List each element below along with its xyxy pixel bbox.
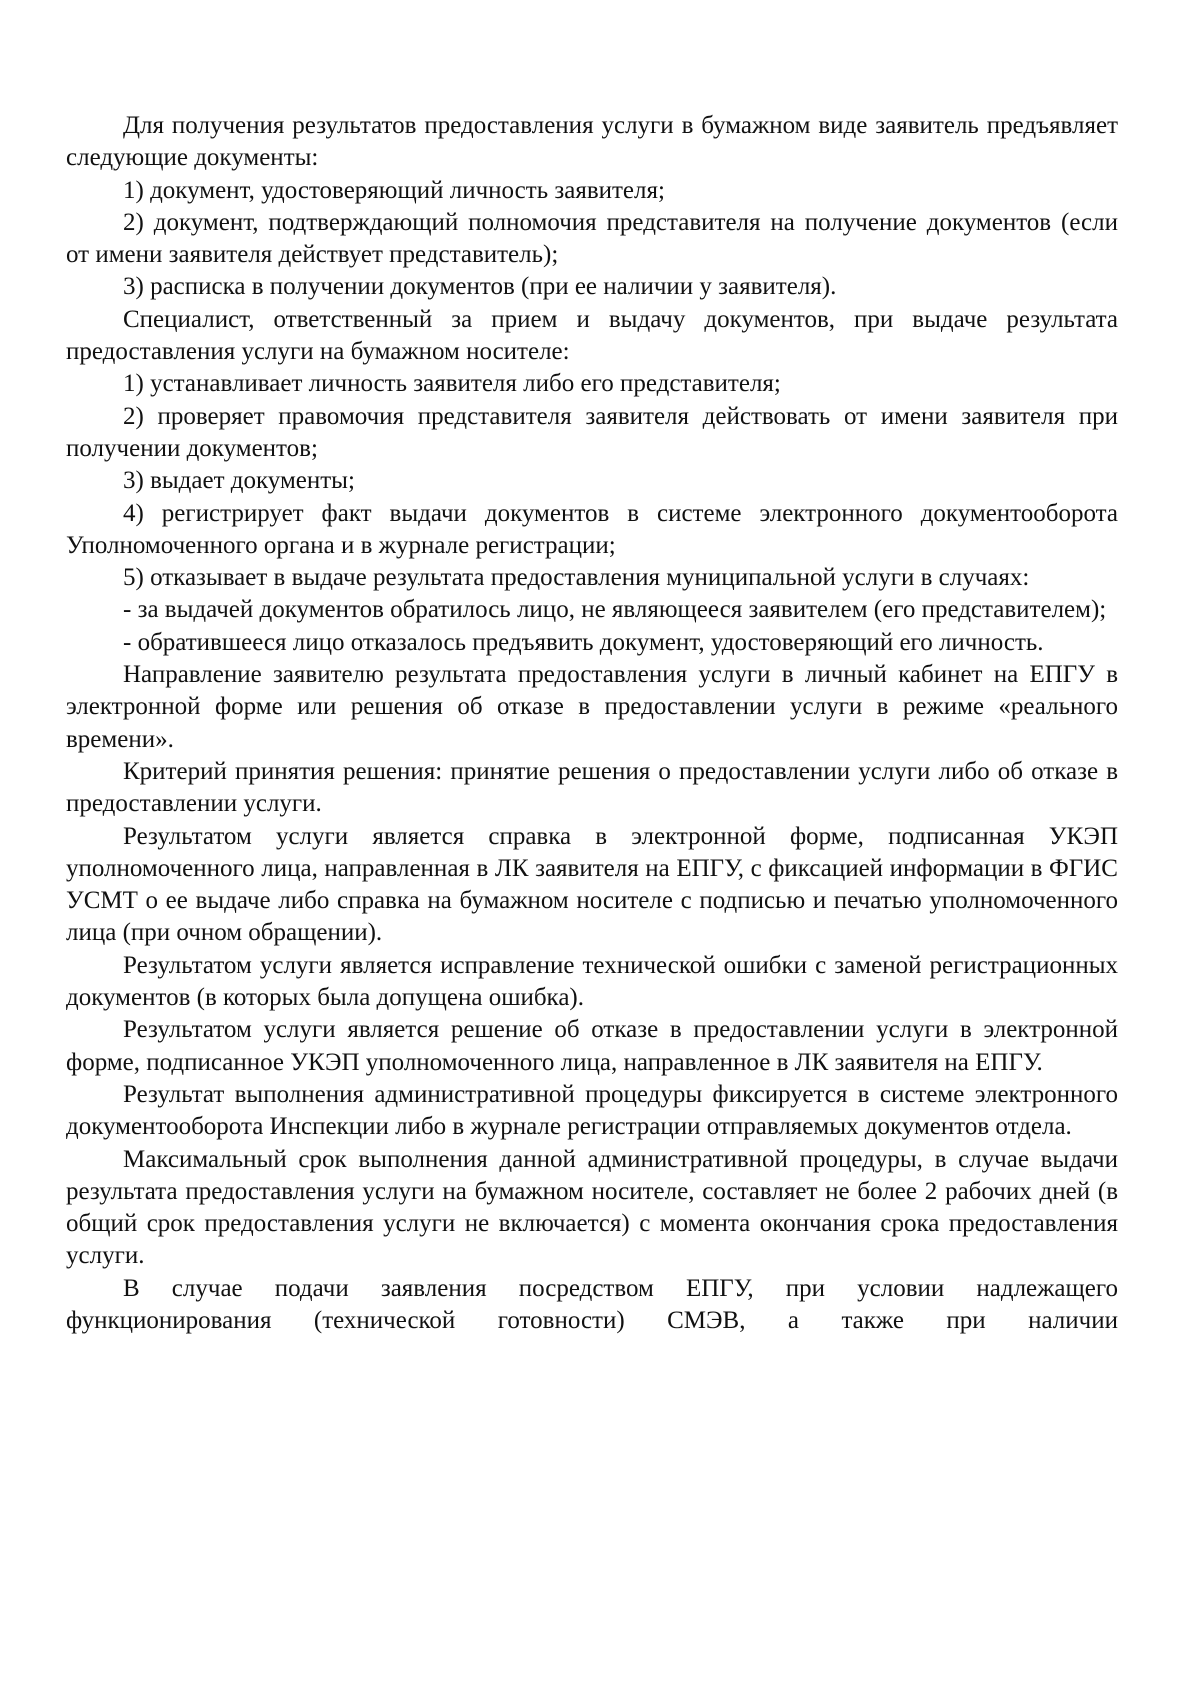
paragraph-item-2: 2) документ, подтверждающий полномочия представителя на получение документов (если от имени заявителя действует представитель);	[66, 208, 1118, 269]
paragraph-result-certificate: Результатом услуги является справка в электронной форме, подписанная УКЭП уполномоченного лица, направленная в ЛК заявителя на ЕПГУ, с фиксацией информации в ФГИС УСМТ о ее выдаче либо справка на бумажном носителе с подписью и печатью уполномоченного лица (при очном обращении).	[66, 822, 1118, 947]
paragraph-intro: Для получения результатов предоставления услуги в бумажном виде заявитель предъявляет следующие документы:	[66, 112, 1118, 172]
document-page	[66, 110, 1118, 1337]
paragraph-result-recording: Результат выполнения административной процедуры фиксируется в системе электронного документооборота Инспекции либо в журнале регистрации отправляемых документов отдела.	[66, 1080, 1118, 1141]
paragraph-refusal-case-2: - обратившееся лицо отказалось предъявить документ, удостоверяющий его личность.	[123, 628, 1044, 656]
paragraph-refusal-case-1: - за выдачей документов обратилось лицо, не являющееся заявителем (его представителем);	[123, 596, 1107, 624]
paragraph-criterion: Критерий принятия решения: принятие решения о предоставлении услуги либо об отказе в предоставлении услуги.	[66, 757, 1118, 818]
paragraph-step-5: 5) отказывает в выдаче результата предоставления муниципальной услуги в случаях:	[123, 564, 1030, 592]
paragraph-result-correction: Результатом услуги является исправление технической ошибки с заменой регистрационных документов (в которых была допущена ошибка).	[66, 951, 1118, 1012]
paragraph-specialist: Специалист, ответственный за прием и выдачу документов, при выдаче результата предоставления услуги на бумажном носителе:	[66, 305, 1118, 366]
paragraph-epgu-submission: В случае подачи заявления посредством ЕПГУ, при условии надлежащего функционирования (технической готовности) СМЭВ, а также при наличии	[66, 1274, 1118, 1334]
paragraph-step-2: 2) проверяет правомочия представителя заявителя действовать от имени заявителя при получении документов;	[66, 402, 1118, 462]
paragraph-direction: Направление заявителю результата предоставления услуги в личный кабинет на ЕПГУ в электронной форме или решения об отказе в предоставлении услуги в режиме «реального времени».	[66, 661, 1118, 753]
paragraph-step-3: 3) выдает документы;	[123, 467, 355, 495]
paragraph-step-4: 4) регистрирует факт выдачи документов в системе электронного документооборота Уполномоченного органа и в журнале регистрации;	[66, 499, 1118, 559]
paragraph-max-term: Максимальный срок выполнения данной административной процедуры, в случае выдачи результата предоставления услуги на бумажном носителе, составляет не более 2 рабочих дней (в общий срок предоставления услуги не включается) с момента окончания срока предоставления услуги.	[66, 1145, 1118, 1270]
paragraph-result-refusal: Результатом услуги является решение об отказе в предоставлении услуги в электронной форме, подписанное УКЭП уполномоченного лица, направленное в ЛК заявителя на ЕПГУ.	[66, 1016, 1118, 1076]
paragraph-item-1: 1) документ, удостоверяющий личность заявителя;	[123, 176, 665, 204]
paragraph-item-3: 3) расписка в получении документов (при ее наличии у заявителя).	[123, 273, 837, 301]
paragraph-step-1: 1) устанавливает личность заявителя либо его представителя;	[123, 370, 781, 398]
